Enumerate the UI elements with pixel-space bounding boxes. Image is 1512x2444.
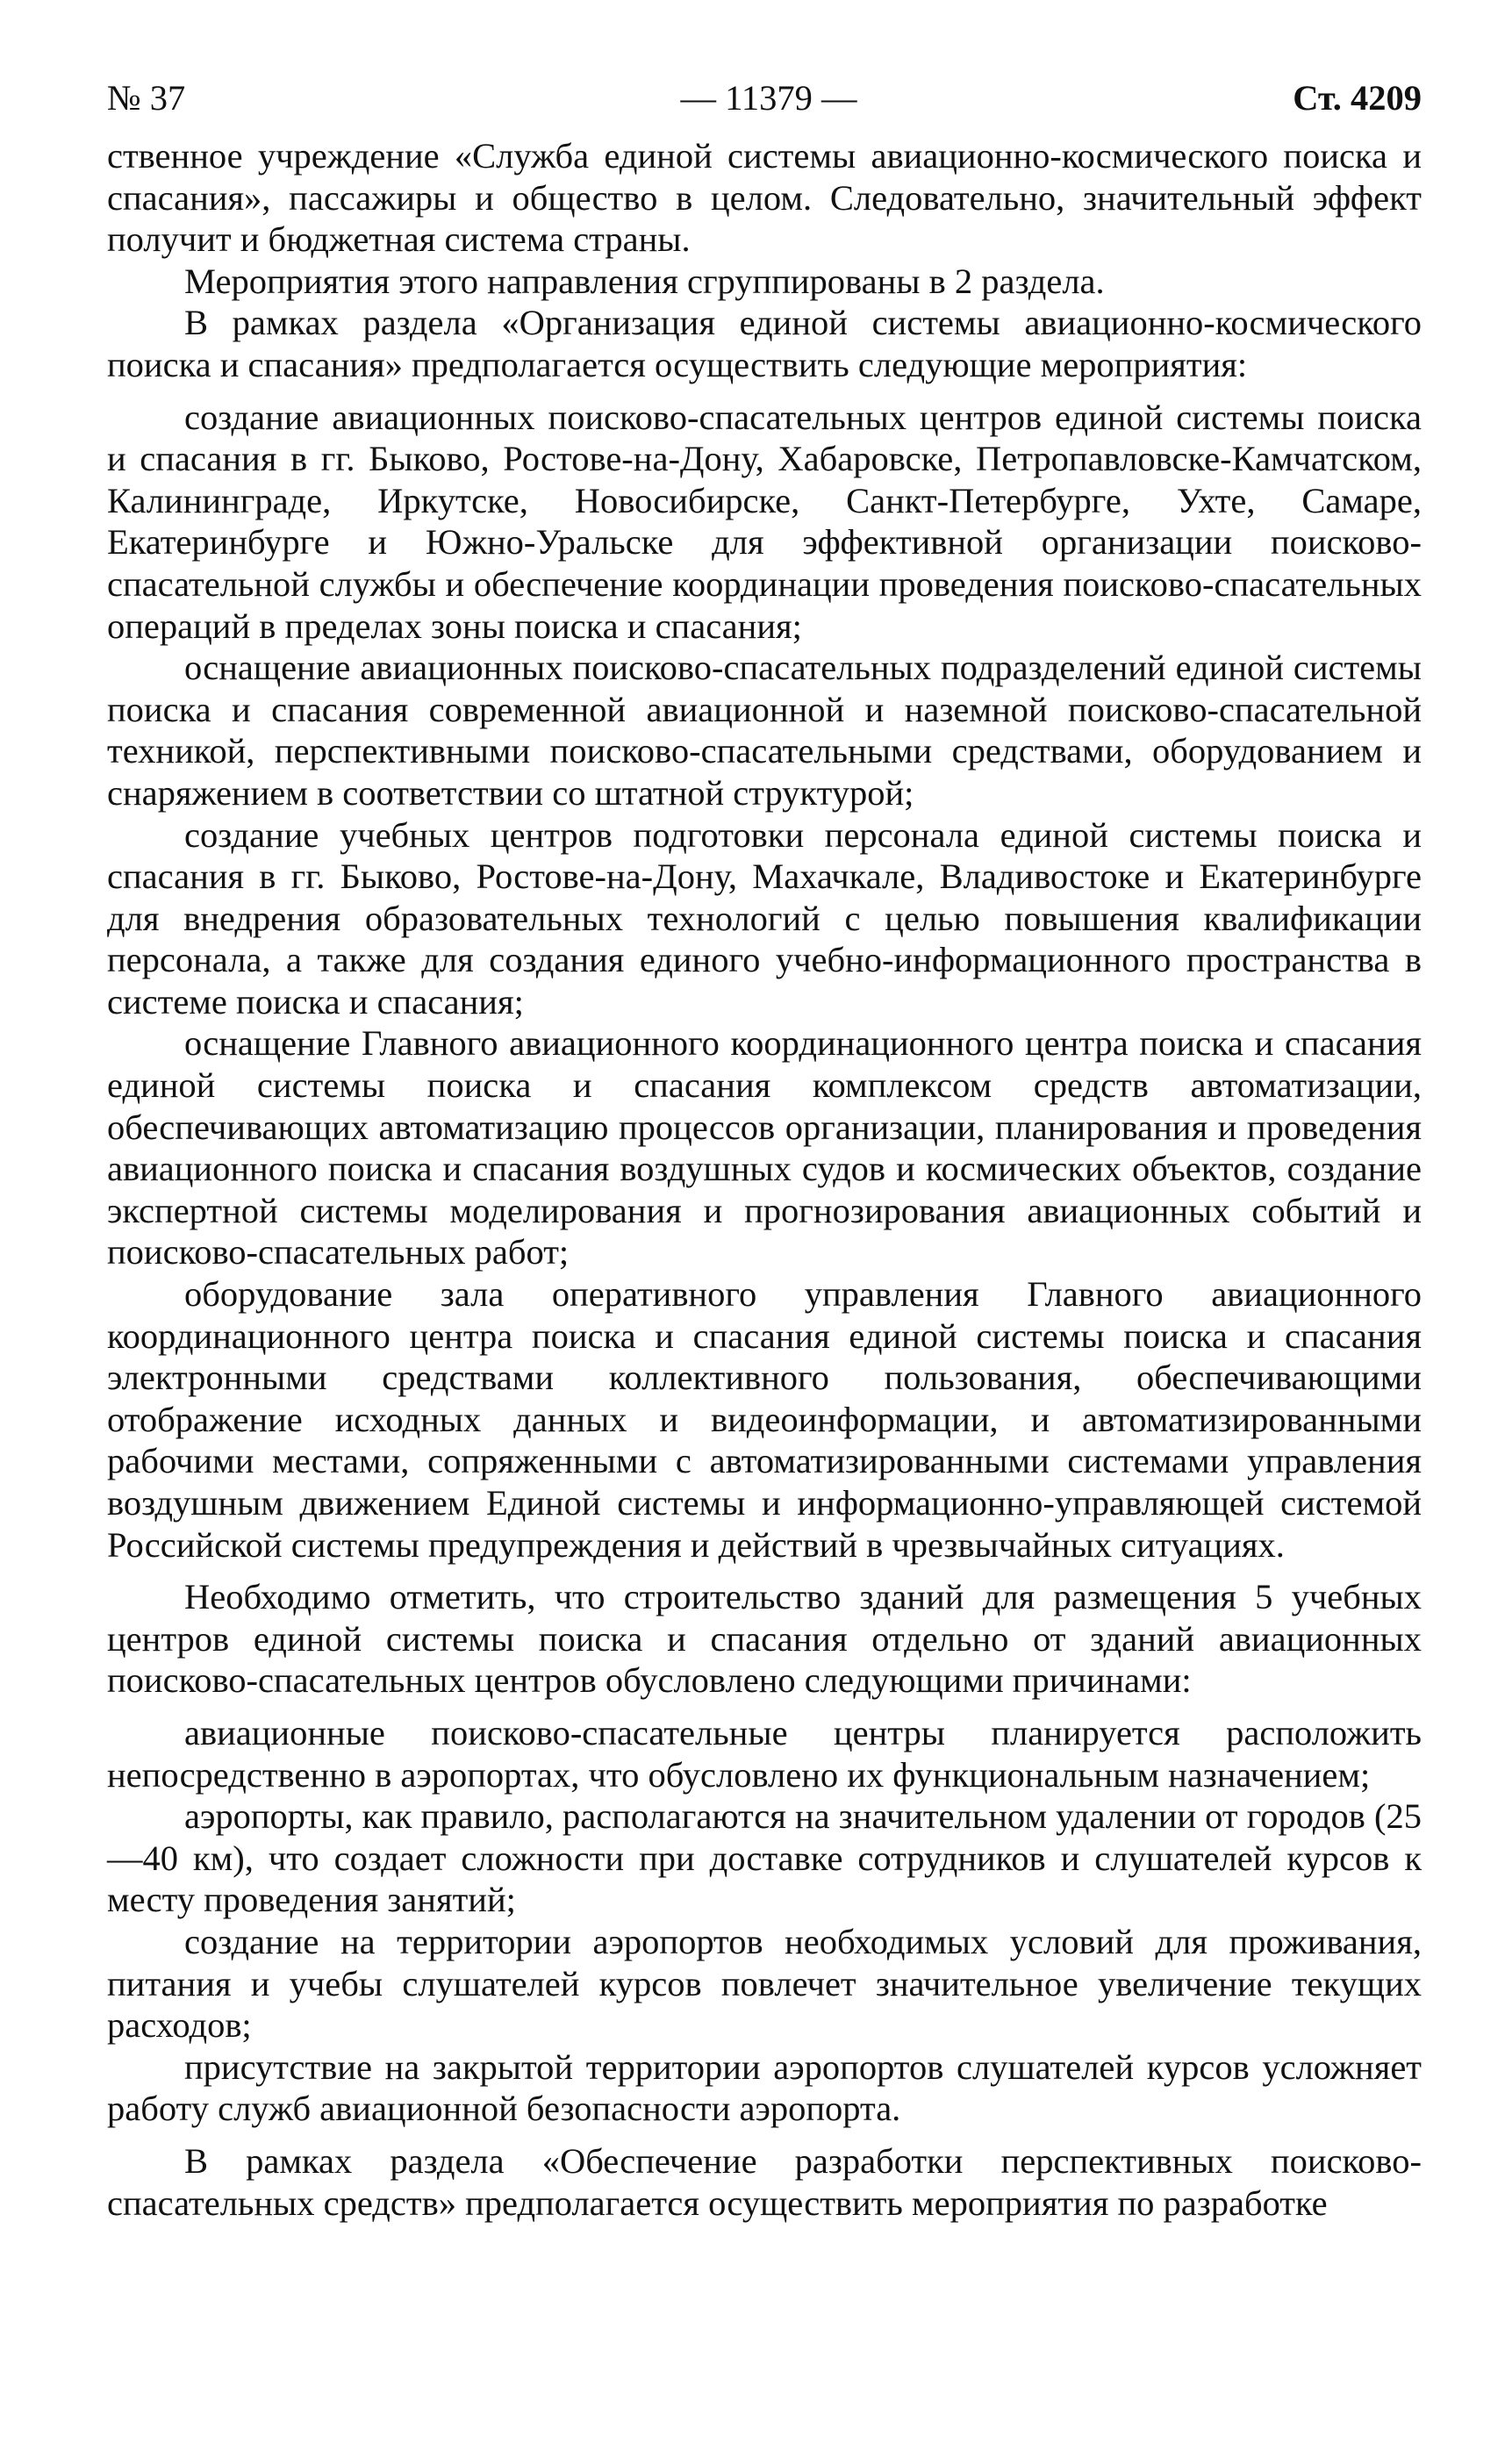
article-number: Ст. 4209 — [1293, 78, 1422, 118]
paragraph: Необходимо отметить, что строительство зданий для размещения 5 учебных центров единой системы поиска и спасания отдельно от зданий авиационных поисково-спасательных центров обусловлено следующими причинами: — [107, 1577, 1422, 1701]
paragraph: Мероприятия этого направления сгруппированы в 2 раздела. — [184, 261, 1105, 301]
paragraph: В рамках раздела «Организация единой системы авиационно-космического поиска и спасания» предполагается осуществить следующие мероприятия: — [107, 303, 1422, 384]
list-item: оснащение авиационных поисково-спасательных подразделений единой системы поиска и спасания современной авиационной и наземной поисково-спасательной техникой, перспективными поисково-спасательными средствами, оборудованием и снаряжением в соответствии со штатной структурой; — [107, 648, 1422, 813]
paragraph: В рамках раздела «Обеспечение разработки перспективных поисково-спасательных средств» предполагается осуществить мероприятия по разработке — [107, 2140, 1422, 2223]
list-item: аэропорты, как правило, располагаются на значительном удалении от городов (25—40 км), что создает сложности при доставке сотрудников и слушателей курсов к месту проведения занятий; — [107, 1796, 1422, 1920]
list-item: создание на территории аэропортов необходимых условий для проживания, питания и учебы слушателей курсов повлечет значительное увеличение текущих расходов; — [107, 1921, 1422, 2046]
page-number: — 11379 — — [680, 78, 857, 118]
list-item: создание авиационных поисково-спасательных центров единой системы поиска и спасания в гг. Быково, Ростове-на-Дону, Хабаровске, Петропавловске-Камчатском, Калининграде, Иркутске, Новосибирске, Санкт-Петербурге, Ухте, Самаре, Екатеринбурге и Южно-Уральске для эффективной организации поисково-спасательной службы и обеспечение координации проведения поисково-спасательных операций в пределах зоны поиска и спасания; — [107, 397, 1422, 646]
body-text — [107, 135, 1422, 2224]
paragraph: ственное учреждение «Служба единой системы авиационно-космического поиска и спасания», пассажиры и общество в целом. Следовательно, значительный эффект получит и бюджетная система страны. — [107, 136, 1422, 260]
list-item: создание учебных центров подготовки персонала единой системы поиска и спасания в гг. Быково, Ростове-на-Дону, Махачкале, Владивостоке и Екатеринбурге для внедрения образовательных технологий с целью повышения квалификации персонала, а также для создания единого учебно-информационного пространства в системе поиска и спасания; — [107, 814, 1422, 1021]
list-item: авиационные поисково-спасательные центры планируется расположить непосредственно в аэропортах, что обусловлено их функциональным назначением; — [107, 1712, 1422, 1795]
list-item: оборудование зала оперативного управления Главного авиационного координационного центра поиска и спасания единой системы поиска и спасания электронными средствами коллективного пользования, обеспечивающими отображение исходных данных и видеоинформации, и автоматизированными рабочими местами, сопряженными с автоматизированными системами управления воздушным движением Единой системы и информационно-управляющей системой Российской системы предупреждения и действий в чрезвычайных ситуациях. — [107, 1274, 1422, 1565]
issue-number: № 37 — [107, 78, 186, 118]
list-item: оснащение Главного авиационного координационного центра поиска и спасания единой системы поиска и спасания комплексом средств автоматизации, обеспечивающих автоматизацию процессов организации, планирования и проведения авиационного поиска и спасания воздушных судов и космических объектов, создание экспертной системы моделирования и прогнозирования авиационных событий и поисково-спасательных работ; — [107, 1023, 1422, 1272]
list-item: присутствие на закрытой территории аэропортов слушателей курсов усложняет работу служб авиационной безопасности аэропорта. — [107, 2046, 1422, 2129]
running-header — [107, 77, 1422, 119]
document-page — [107, 77, 1422, 2224]
